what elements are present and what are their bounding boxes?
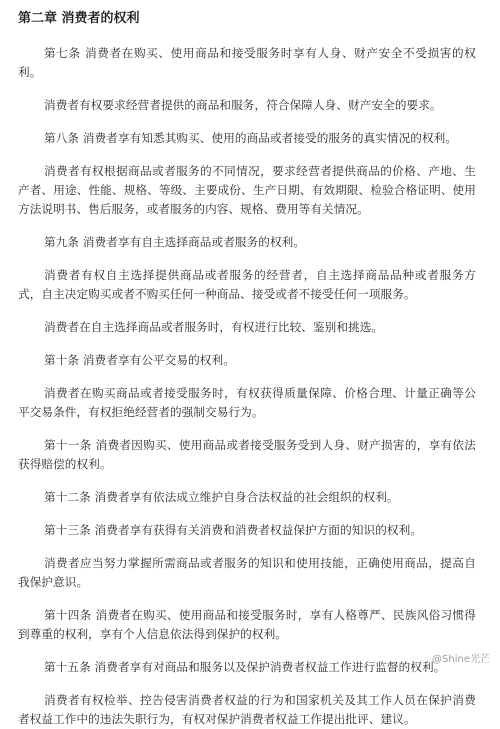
paragraph-article-15-detail: 消费者有权检举、控告侵害消费者权益的行为和国家机关及其工作人员在保护消费者权益工作中的违法失职行为，有权对保护消费者权益工作提出批评、建议。 <box>18 693 476 726</box>
paragraph-article-14: 第十四条 消费者在购买、使用商品和接受服务时，享有人格尊严、民族风俗习惯得到尊重的权利，享有个人信息依法得到保护的权利。 <box>18 608 476 641</box>
paragraph-article-10-detail: 消费者在购买商品或者接受服务时，有权获得质量保障、价格合理、计量正确等公平交易条件，有权拒绝经营者的强制交易行为。 <box>18 386 476 419</box>
paragraph-article-8: 第八条 消费者享有知悉其购买、使用的商品或者接受的服务的真实情况的权利。 <box>44 131 458 145</box>
paragraph-article-11: 第十一条 消费者因购买、使用商品或者接受服务受到人身、财产损害的，享有依法获得赔偿的权利。 <box>18 438 476 471</box>
watermark: @Shine光芒 <box>432 654 490 665</box>
paragraph-article-13-detail: 消费者应当努力掌握所需商品或者服务的知识和使用技能，正确使用商品，提高自我保护意识。 <box>18 556 476 589</box>
paragraph-article-13: 第十三条 消费者享有获得有关消费和消费者权益保护方面的知识的权利。 <box>44 523 422 537</box>
paragraph-article-9-detail: 消费者有权自主选择提供商品或者服务的经营者，自主选择商品品种或者服务方式，自主决定购买或者不购买任何一种商品、接受或者不接受任何一项服务。 <box>18 268 476 301</box>
paragraph-article-10: 第十条 消费者享有公平交易的权利。 <box>44 353 235 367</box>
paragraph-article-9-compare: 消费者在自主选择商品或者服务时，有权进行比较、鉴别和挑选。 <box>44 320 384 334</box>
paragraph-article-9: 第九条 消费者享有自主选择商品或者服务的权利。 <box>44 235 306 249</box>
chapter-title: 第二章 消费者的权利 <box>18 11 140 26</box>
paragraph-article-15: 第十五条 消费者享有对商品和服务以及保护消费者权益工作进行监督的权利。 <box>44 660 446 674</box>
paragraph-article-7-detail: 消费者有权要求经营者提供的商品和服务，符合保障人身、财产安全的要求。 <box>44 98 442 112</box>
paragraph-article-12: 第十二条 消费者享有依法成立维护自身合法权益的社会组织的权利。 <box>44 490 399 504</box>
paragraph-article-8-detail: 消费者有权根据商品或者服务的不同情况，要求经营者提供商品的价格、产地、生产者、用途、性能、规格、等级、主要成份、生产日期、有效期限、检验合格证明、使用方法说明书、售后服务，或者服务的内容、规格、费用等有关情况。 <box>18 164 476 216</box>
paragraph-article-7: 第七条 消费者在购买、使用商品和接受服务时享有人身、财产安全不受损害的权利。 <box>18 46 476 79</box>
